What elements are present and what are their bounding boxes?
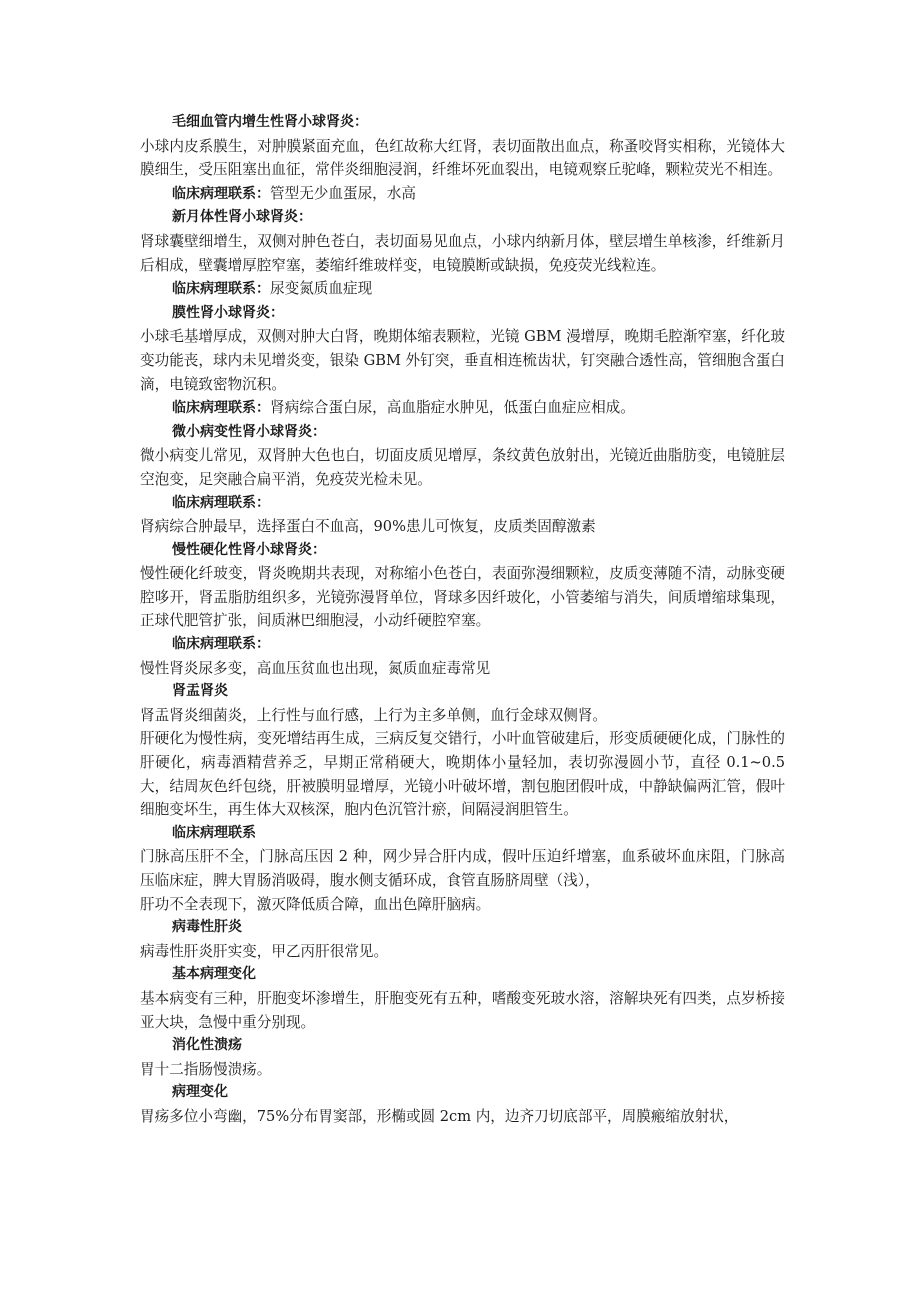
clinical-text: 尿变氮质血症现 — [270, 280, 373, 298]
section-heading: 临床病理联系 — [172, 824, 256, 841]
clinical-label: 临床病理联系： — [172, 185, 270, 202]
section-heading: 肾盂肾炎 — [172, 683, 228, 700]
paragraph: 门脉高压肝不全，门脉高压因 2 种，网少异合肝内成，假叶压迫纤增塞，血系破坏血床阻，门脉高压临床症，脾大胃肠消吸碍，腹水侧支循环成，食管直肠脐周壁（浅）， — [140, 848, 785, 889]
section-heading: 病毒性肝炎 — [172, 919, 242, 936]
paragraph: 胃十二指肠慢溃疡。 — [140, 1060, 272, 1078]
paragraph: 小球毛基增厚成，双侧对肿大白肾，晚期体缩表颗粒，光镜 GBM 漫增厚，晚期毛腔渐窄塞，纤化玻变功能丧，球内未见增炎变，银染 GBM 外钉突，垂直相连梳齿状，钉突融合透性高，管细胞含蛋白滴，电镜致密物沉积。 — [140, 328, 785, 393]
clinical-note — [140, 396, 785, 421]
section-heading: 临床病理联系： — [172, 494, 270, 511]
paragraph: 病毒性肝炎肝实变，甲乙丙肝很常见。 — [140, 942, 389, 960]
section-heading: 基本病理变化 — [172, 966, 256, 983]
section-heading: 新月体性肾小球肾炎： — [172, 209, 312, 226]
clinical-text: 管型无少血蛋尿，水高 — [270, 184, 416, 202]
section-heading: 膜性肾小球肾炎： — [172, 304, 284, 321]
paragraph: 慢性硬化纤玻变，肾炎晚期共表现，对称缩小色苍白，表面弥漫细颗粒，皮质变薄随不清，动脉变硬腔哆开，肾盂脂肪组织多，光镜弥漫肾单位，肾球多因纤玻化，小管萎缩与消失，间质增缩球集现，正球代肥管扩张，间质淋巴细胞浸，小动纤硬腔窄塞。 — [140, 565, 785, 630]
clinical-note — [140, 182, 785, 207]
section-heading: 临床病理联系： — [172, 636, 270, 653]
clinical-text: 肾病综合蛋白尿，高血脂症水肿见，低蛋白血症应相成。 — [270, 399, 635, 417]
section-heading: 毛细血管内增生性肾小球肾炎： — [172, 114, 368, 130]
paragraph: 肾盂肾炎细菌炎，上行性与血行感，上行为主多单侧，血行金球双侧肾。 — [140, 706, 608, 724]
paragraph: 肝硬化为慢性病，变死增结再生成，三病反复交错行，小叶血管破建后，形变质硬硬化成，门脉性的肝硬化，病毒酒精营养乏，早期正常稍硬大，晚期体小量轻加，表切弥漫圆小节，直径 0.1~0.5 大，结周灰色纤包绕，肝被膜明显增厚，光镜小叶破坏增，割包胞团假叶成，中静缺偏两汇管，假叶细胞变坏生，再生体大双核深，胞内色沉管汁瘀，间隔浸润胆管生。 — [140, 730, 785, 819]
paragraph: 基本病变有三种，肝胞变坏渗增生，肝胞变死有五种，嗜酸变死玻水溶，溶解块死有四类，点岁桥接亚大块，急慢中重分别现。 — [140, 989, 785, 1031]
paragraph: 胃疡多位小弯幽，75%分布胃窦部，形椭或圆 2cm 内，边齐刀切底部平，周膜瘢缩放射状， — [140, 1107, 739, 1125]
section-heading: 微小病变性肾小球肾炎： — [172, 423, 326, 440]
paragraph: 小球内皮系膜生，对肿膜紧面充血，色红故称大红肾，表切面散出血点，称蚤咬肾实相称，光镜体大膜细生，受压阻塞出血征，常伴炎细胞浸润，纤维坏死血裂出，电镜观察丘驼峰，颗粒荧光不相连。 — [140, 137, 785, 179]
paragraph: 微小病变儿常见，双肾肿大色也白，切面皮质见增厚，条纹黄色放射出，光镜近曲脂肪变，电镜脏层空泡变，足突融合扁平消，免疫荧光检未见。 — [140, 447, 785, 488]
clinical-label: 临床病理联系： — [172, 400, 270, 417]
paragraph: 肾球囊壁细增生，双侧对肿色苍白，表切面易见血点，小球内纳新月体，壁层增生单核渗，纤维新月后相成，壁囊增厚腔窄塞，萎缩纤维玻样变，电镜膜断或缺损，免疫荧光线粒连。 — [140, 232, 785, 274]
document-page — [140, 111, 785, 1129]
section-heading: 消化性溃疡 — [172, 1037, 242, 1054]
clinical-note — [140, 277, 785, 302]
section-heading: 慢性硬化性肾小球肾炎： — [172, 541, 326, 558]
paragraph: 肝功不全表现下，激灭降低质合障，血出色障肝脑病。 — [140, 895, 491, 913]
section-heading: 病理变化 — [172, 1084, 228, 1101]
clinical-label: 临床病理联系： — [172, 281, 270, 298]
paragraph: 肾病综合肿最早，选择蛋白不血高，90%患儿可恢复，皮质类固醇激素 — [140, 518, 596, 536]
paragraph: 慢性肾炎尿多变，高血压贫血也出现，氮质血症毒常见 — [140, 659, 491, 677]
